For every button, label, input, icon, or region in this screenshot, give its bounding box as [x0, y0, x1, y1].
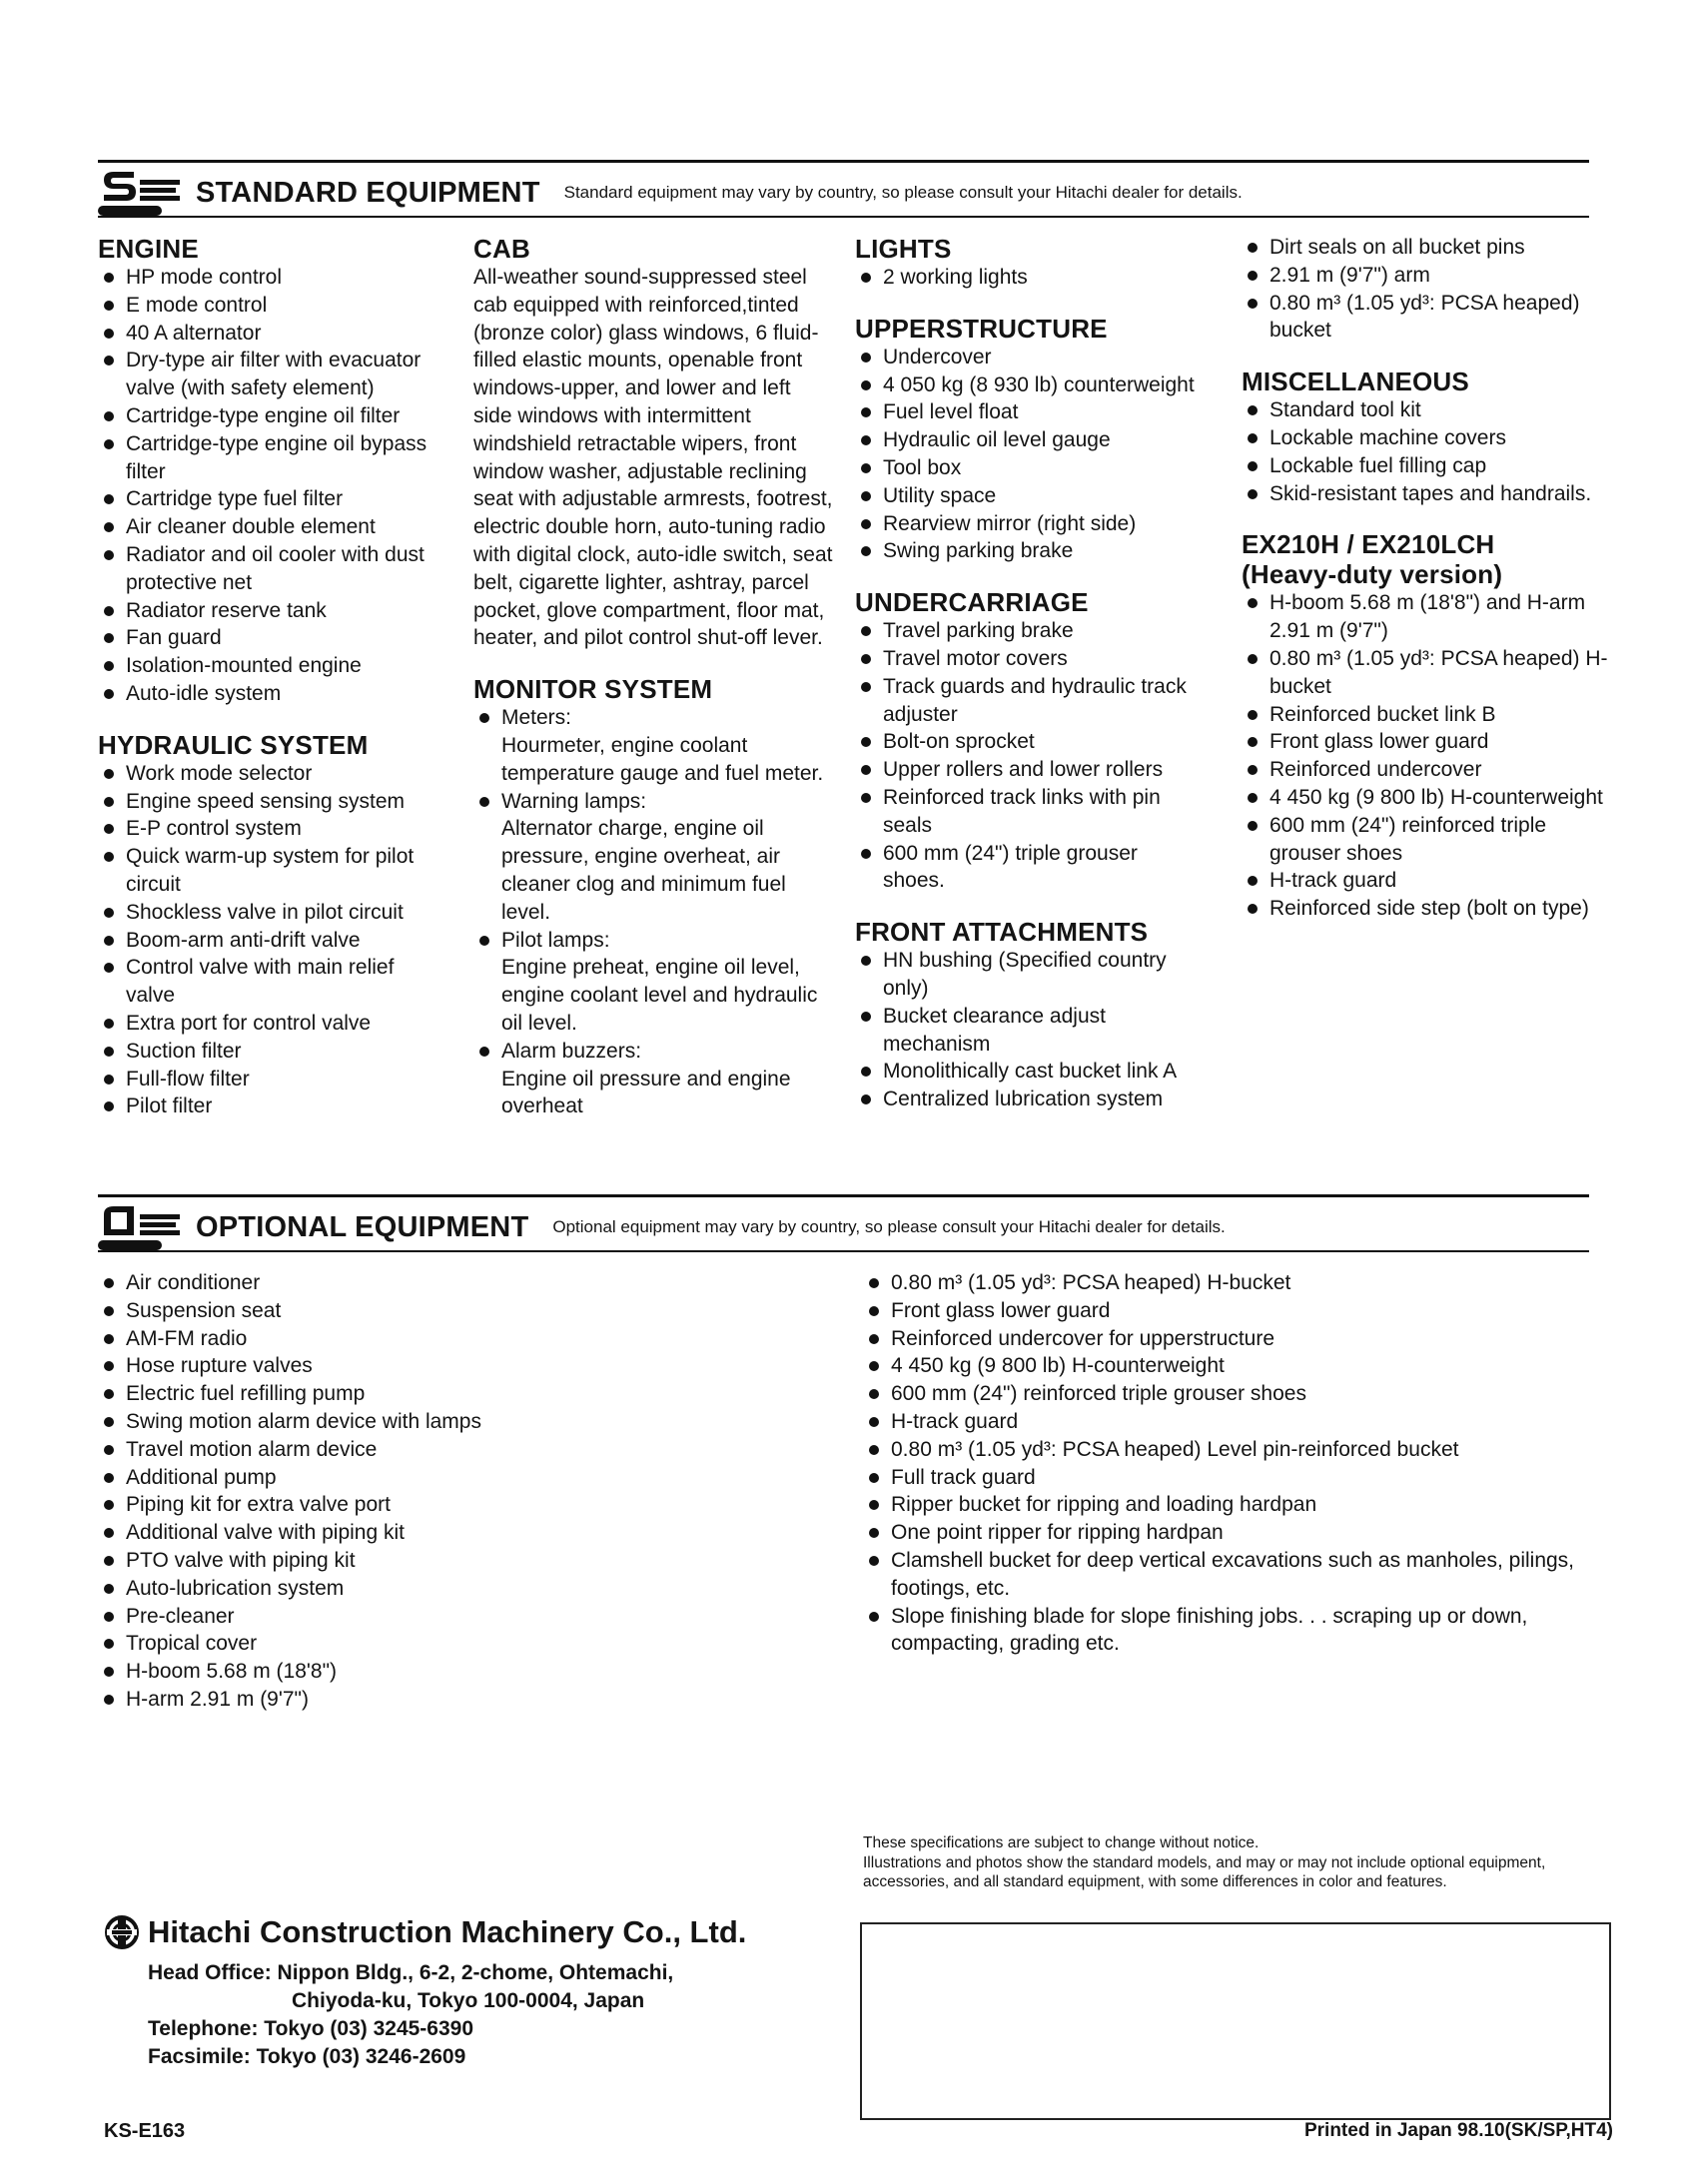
telephone-value: Tokyo (03) 3245-6390 [264, 2017, 474, 2040]
standard-title: STANDARD EQUIPMENT [196, 176, 540, 209]
head-office-value-2: Chiyoda-ku, Tokyo 100-0004, Japan [292, 1989, 645, 2012]
optional-equipment-logo-icon [98, 1202, 186, 1252]
list-item: H-boom 5.68 m (18'8") and H-arm 2.91 m (9'7") [1242, 589, 1621, 645]
list-item: Control valve with main relief valve [98, 954, 447, 1010]
hydraulic-heading: HYDRAULIC SYSTEM [98, 729, 369, 760]
list-item: E-P control system [98, 815, 447, 843]
engine-heading: ENGINE [98, 234, 199, 264]
cab-heading: CAB [473, 234, 530, 264]
list-item: Track guards and hydraulic track adjuster [855, 673, 1205, 729]
list-item: Cartridge-type engine oil bypass filter [98, 430, 447, 486]
list-item: Bolt-on sprocket [855, 728, 1205, 756]
list-item: 40 A alternator [98, 320, 447, 348]
head-office-label: Head Office: [148, 1961, 272, 1984]
list-item: Cartridge type fuel filter [98, 485, 447, 513]
list-item: Suction filter [98, 1038, 447, 1066]
list-item: Bucket clearance adjust mechanism [855, 1003, 1205, 1059]
monitor-heading: MONITOR SYSTEM [473, 674, 713, 705]
list-item: HP mode control [98, 264, 447, 292]
list-item: Travel motor covers [855, 645, 1205, 673]
list-item: Standard tool kit [1242, 396, 1621, 424]
column-lights-upper-under-front [855, 234, 1205, 1135]
list-item: Upper rollers and lower rollers [855, 756, 1205, 784]
undercarriage-list [855, 617, 1205, 895]
company-name-text: Hitachi Construction Machinery Co., Ltd. [148, 1914, 747, 1949]
list-item: 600 mm (24") reinforced triple grouser shoes [863, 1380, 1582, 1408]
head-office-value: Nippon Bldg., 6-2, 2-chome, Ohtemachi, [277, 1961, 674, 1984]
telephone-label: Telephone: [148, 2017, 259, 2040]
monitor-detail: Alternator charge, engine oil pressure, engine overheat, air cleaner clog and minimum fuel level. [501, 817, 786, 924]
list-item [473, 788, 833, 927]
list-item: Swing motion alarm device with lamps [98, 1408, 797, 1436]
printed-note: Printed in Japan 98.10(SK/SP,HT4) [1303, 2120, 1613, 2141]
list-item: Centralized lubrication system [855, 1086, 1205, 1113]
optional-right-column [863, 1269, 1582, 1680]
dealer-stamp-box [860, 1922, 1611, 2120]
list-item: 0.80 m³ (1.05 yd³: PCSA heaped) Level pin-reinforced bucket [863, 1436, 1582, 1464]
lights-heading: LIGHTS [855, 234, 952, 264]
optional-left-list [98, 1269, 797, 1714]
miscellaneous-list [1242, 396, 1621, 507]
list-item: Work mode selector [98, 760, 447, 788]
list-item: Cartridge-type engine oil filter [98, 402, 447, 430]
list-item: 600 mm (24") reinforced triple grouser shoes [1242, 812, 1621, 868]
list-item: Pre-cleaner [98, 1603, 797, 1631]
column-cab-monitor [473, 234, 833, 1142]
standard-note: Standard equipment may vary by country, so please consult your Hitachi dealer for details. [563, 183, 1243, 202]
list-item: Air conditioner [98, 1269, 797, 1297]
list-item: Skid-resistant tapes and handrails. [1242, 480, 1621, 508]
list-item: One point ripper for ripping hardpan [863, 1519, 1582, 1547]
list-item: Full-flow filter [98, 1066, 447, 1093]
list-item: Reinforced side step (bolt on type) [1242, 895, 1621, 923]
upperstructure-list [855, 344, 1205, 565]
list-item: 0.80 m³ (1.05 yd³: PCSA heaped) H-bucket [1242, 645, 1621, 701]
optional-header [98, 1200, 1589, 1254]
list-item [473, 927, 833, 1038]
standard-top-rule [98, 160, 1589, 163]
standard-header [98, 166, 1589, 220]
list-item: Isolation-mounted engine [98, 652, 447, 680]
optional-title: OPTIONAL EQUIPMENT [196, 1210, 529, 1243]
list-item: Clamshell bucket for deep vertical excavations such as manholes, pilings, footings, etc. [863, 1547, 1582, 1603]
monitor-detail: Engine preheat, engine oil level, engine coolant level and hydraulic oil level. [501, 956, 818, 1035]
list-item: HN bushing (Specified country only) [855, 947, 1205, 1003]
list-item: Reinforced bucket link B [1242, 701, 1621, 729]
list-item: Tool box [855, 454, 1205, 482]
list-item: E mode control [98, 292, 447, 320]
column-misc-heavy [1242, 234, 1621, 945]
list-item: Dry-type air filter with evacuator valve (with safety element) [98, 347, 447, 402]
disclaimer-line-1: These specifications are subject to change without notice. [863, 1834, 1260, 1851]
list-item: Hydraulic oil level gauge [855, 426, 1205, 454]
list-item: Electric fuel refilling pump [98, 1380, 797, 1408]
lights-list [855, 264, 1205, 292]
list-item: H-track guard [863, 1408, 1582, 1436]
list-item: Rearview mirror (right side) [855, 510, 1205, 538]
list-item: Radiator reserve tank [98, 597, 447, 625]
list-item: 2.91 m (9'7") arm [1242, 262, 1621, 290]
list-item: 4 050 kg (8 930 lb) counterweight [855, 371, 1205, 399]
undercarriage-heading: UNDERCARRIAGE [855, 587, 1089, 618]
column-engine-hydraulic [98, 234, 447, 1142]
list-item: Full track guard [863, 1464, 1582, 1492]
front-attachments-list [855, 947, 1205, 1113]
list-item: Monolithically cast bucket link A [855, 1058, 1205, 1086]
list-item: H-boom 5.68 m (18'8") [98, 1658, 797, 1686]
monitor-label: Pilot lamps: [501, 928, 610, 952]
heavy-duty-subheading: (Heavy-duty version) [1242, 559, 1503, 590]
list-item: Travel motion alarm device [98, 1436, 797, 1464]
list-item: PTO valve with piping kit [98, 1547, 797, 1575]
list-item: Ripper bucket for ripping and loading hardpan [863, 1491, 1582, 1519]
list-item: 0.80 m³ (1.05 yd³: PCSA heaped) H-bucket [863, 1269, 1582, 1297]
standard-bottom-rule [98, 216, 1589, 218]
heavy-duty-heading: EX210H / EX210LCH [1242, 529, 1495, 560]
list-item: 600 mm (24") triple grouser shoes. [855, 840, 1205, 896]
list-item: Boom-arm anti-drift valve [98, 927, 447, 955]
monitor-list [473, 704, 833, 1120]
list-item: Dirt seals on all bucket pins [1242, 234, 1621, 262]
standard-equipment-logo-icon [98, 168, 186, 218]
list-item: Additional valve with piping kit [98, 1519, 797, 1547]
disclaimer [863, 1833, 1582, 1892]
hydraulic-list [98, 760, 447, 1120]
document-code: KS-E163 [104, 2120, 186, 2142]
list-item: Pilot filter [98, 1092, 447, 1120]
list-item: Air cleaner double element [98, 513, 447, 541]
monitor-label: Meters: [501, 706, 572, 730]
list-item: H-track guard [1242, 867, 1621, 895]
list-item: Extra port for control valve [98, 1010, 447, 1038]
monitor-detail: Hourmeter, engine coolant temperature gauge and fuel meter. [501, 733, 824, 785]
list-item: AM-FM radio [98, 1325, 797, 1353]
list-item: Lockable machine covers [1242, 424, 1621, 452]
telephone-line [148, 2015, 673, 2043]
list-item: Fan guard [98, 624, 447, 652]
miscellaneous-heading: MISCELLANEOUS [1242, 366, 1469, 397]
list-item: Radiator and oil cooler with dust protective net [98, 541, 447, 597]
hitachi-logo-icon [104, 1914, 140, 1950]
company-name [104, 1914, 746, 1950]
list-item: Fuel level float [855, 398, 1205, 426]
optional-top-rule [98, 1194, 1589, 1197]
list-item: 2 working lights [855, 264, 1205, 292]
head-office-line-2 [148, 1987, 673, 2015]
list-item: 4 450 kg (9 800 lb) H-counterweight [863, 1352, 1582, 1380]
head-office-line-1 [148, 1959, 673, 1987]
list-item: Piping kit for extra valve port [98, 1491, 797, 1519]
list-item [473, 704, 833, 787]
facsimile-value: Tokyo (03) 3246-2609 [256, 2045, 466, 2068]
list-item: Travel parking brake [855, 617, 1205, 645]
list-item: Quick warm-up system for pilot circuit [98, 843, 447, 899]
optional-note: Optional equipment may vary by country, so please consult your Hitachi dealer for details. [552, 1217, 1226, 1236]
list-item: Reinforced undercover [1242, 756, 1621, 784]
list-item: Reinforced undercover for upperstructure [863, 1325, 1582, 1353]
list-item: Tropical cover [98, 1630, 797, 1658]
list-item: Front glass lower guard [1242, 728, 1621, 756]
monitor-detail: Engine oil pressure and engine overheat [501, 1067, 791, 1118]
optional-bottom-rule [98, 1250, 1589, 1252]
optional-left-column [98, 1269, 797, 1736]
list-item: Reinforced track links with pin seals [855, 784, 1205, 840]
disclaimer-line-2: Illustrations and photos show the standard models, and may or may not include optional equipment, accessories, and all standard equipment, with some differences in color and features. [863, 1853, 1546, 1890]
monitor-label: Warning lamps: [501, 789, 647, 813]
heavy-duty-list [1242, 589, 1621, 923]
list-item: H-arm 2.91 m (9'7") [98, 1686, 797, 1714]
list-item: Utility space [855, 482, 1205, 510]
list-item: Additional pump [98, 1464, 797, 1492]
engine-list [98, 264, 447, 708]
cab-text: All-weather sound-suppressed steel cab equipped with reinforced,tinted (bronze color) glass windows, 6 fluid-filled elastic mounts, openable front windows-upper, and lower and left side windows with intermittent windshield retractable wipers, front window washer, adjustable reclining seat with adjustable armrests, footrest, electric double horn, auto-tuning radio with digital clock, auto-idle switch, seat belt, cigarette lighter, ashtray, parcel pocket, glove compartment, floor mat, heater, and pilot control shut-off lever. [473, 266, 833, 650]
list-item: Shockless valve in pilot circuit [98, 899, 447, 927]
list-item: Swing parking brake [855, 537, 1205, 565]
list-item: Suspension seat [98, 1297, 797, 1325]
list-item: Hose rupture valves [98, 1352, 797, 1380]
company-address [148, 1959, 673, 2071]
list-item: 4 450 kg (9 800 lb) H-counterweight [1242, 784, 1621, 812]
upperstructure-heading: UPPERSTRUCTURE [855, 313, 1108, 344]
front-attachments-heading: FRONT ATTACHMENTS [855, 917, 1149, 948]
facsimile-label: Facsimile: [148, 2045, 251, 2068]
list-item: Auto-lubrication system [98, 1575, 797, 1603]
list-item: Slope finishing blade for slope finishing jobs. . . scraping up or down, compacting, grading etc. [863, 1603, 1582, 1659]
front-attachments-continued-list [1242, 234, 1621, 345]
list-item [473, 1038, 833, 1120]
monitor-label: Alarm buzzers: [501, 1039, 642, 1063]
list-item: Lockable fuel filling cap [1242, 452, 1621, 480]
facsimile-line [148, 2043, 673, 2071]
list-item: Undercover [855, 344, 1205, 371]
list-item: Auto-idle system [98, 680, 447, 708]
list-item: Engine speed sensing system [98, 788, 447, 816]
list-item: Front glass lower guard [863, 1297, 1582, 1325]
optional-right-list [863, 1269, 1582, 1658]
list-item: 0.80 m³ (1.05 yd³: PCSA heaped) bucket [1242, 290, 1621, 346]
